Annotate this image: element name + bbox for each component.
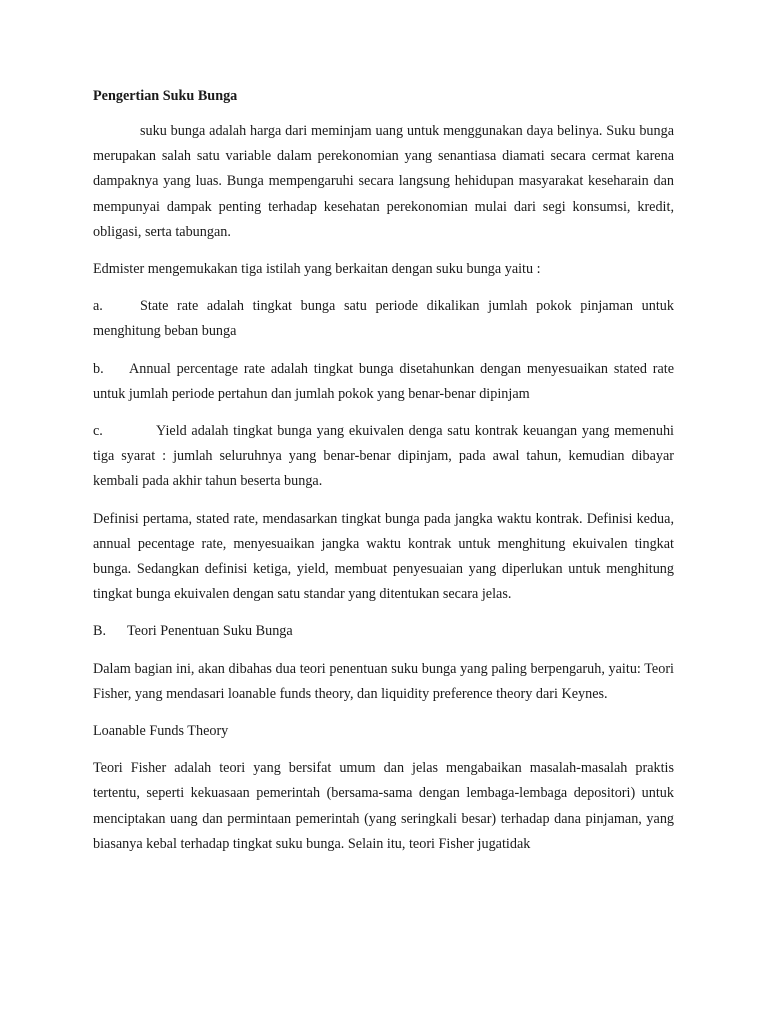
list-item bbox=[93, 294, 674, 344]
section-heading-text: Teori Penentuan Suku Bunga bbox=[127, 623, 293, 640]
list-item-text: Yield adalah tingkat bunga yang ekuivalen denga satu kontrak keuangan yang memenuhi tiga syarat : jumlah seluruhnya yang benar-benar dipinjam, pada awal tahun, kemudian dibayar kembali pada akhir tahun beserta bunga. bbox=[93, 423, 674, 490]
section-heading bbox=[93, 619, 674, 644]
section-marker: B. bbox=[93, 623, 107, 640]
page-title: Pengertian Suku Bunga bbox=[93, 88, 238, 104]
bagian-paragraph: Dalam bagian ini, akan dibahas dua teori penentuan suku bunga yang paling berpengaruh, yaitu: Teori Fisher, yang mendasari loanable funds theory, dan liquidity preference theory dari Keynes. bbox=[93, 660, 674, 702]
edmister-paragraph: Edmister mengemukakan tiga istilah yang berkaitan dengan suku bunga yaitu : bbox=[93, 261, 541, 278]
fisher-paragraph: Teori Fisher adalah teori yang bersifat umum dan jelas mengabaikan masalah-masalah praktis tertentu, seperti kekuasaan pemerintah (bersama-sama dengan lembaga-lembaga depositori) untuk menciptakan uang dan permintaan pemerintah (yang seringkali besar) terhadap dana pinjaman, yang biasanya kebal terhadap tingkat suku bunga. Selain itu, teori Fisher jugatidak bbox=[93, 760, 674, 852]
list-marker: c. bbox=[93, 423, 103, 440]
list-item bbox=[93, 419, 674, 495]
list-item bbox=[93, 357, 674, 407]
list-item-text: Annual percentage rate adalah tingkat bunga disetahunkan dengan menyesuaikan stated rate untuk jumlah periode pertahun dan jumlah pokok yang benar-benar dipinjam bbox=[93, 360, 674, 402]
definisi-paragraph: Definisi pertama, stated rate, mendasarkan tingkat bunga pada jangka waktu kontrak. Definisi kedua, annual pecentage rate, menyesuaikan jangka waktu kontrak untuk menghitung ekuivalen tingkat bunga. Sedangkan definisi ketiga, yield, membuat penyesuaian yang diperlukan untuk menghitung tingkat bunga ekuivalen dengan satu standar yang ditentukan secara jelas. bbox=[93, 510, 674, 603]
subsection-heading: Loanable Funds Theory bbox=[93, 723, 229, 740]
list-item-text: State rate adalah tingkat bunga satu periode dikalikan jumlah pokok pinjaman untuk menghitung beban bunga bbox=[93, 298, 674, 340]
list-marker: b. bbox=[93, 360, 104, 377]
list-marker: a. bbox=[93, 298, 103, 315]
intro-paragraph: suku bunga adalah harga dari meminjam uang untuk menggunakan daya belinya. Suku bunga merupakan salah satu variable dalam perekonomian yang senantiasa diamati secara cermat karena dampaknya yang luas. Bunga mempengaruhi secara langsung hehidupan masyarakat keseharain dan mempunyai dampak penting terhadap kesehatan perekonomian mulai dari segi konsumsi, kredit, obligasi, serta tabungan. bbox=[93, 123, 674, 240]
